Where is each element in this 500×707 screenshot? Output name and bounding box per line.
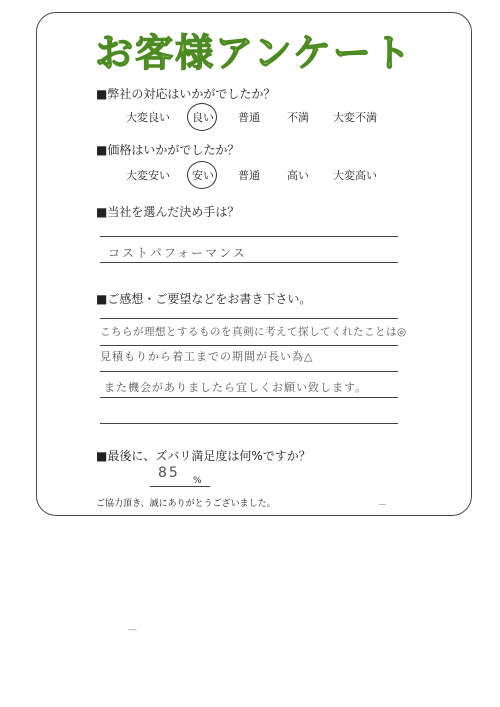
question-service: ■弊社の対応はいかがでしたか？ [96, 87, 276, 101]
comment-line [100, 371, 398, 372]
option-very-expensive[interactable]: 大変高い [333, 169, 377, 182]
question-satisfaction: ■最後に、ズバリ満足度は何%ですか？ [96, 449, 311, 463]
option-very-good[interactable]: 大変良い [126, 111, 170, 124]
handwritten-comment-3: また機会がありましたら宜しくお願い致します。 [104, 381, 368, 394]
option-cheap[interactable]: 安い [192, 169, 214, 182]
option-dissatisfied[interactable]: 不満 [287, 111, 309, 124]
handwritten-comment-1: こちらが理想とするものを真剣に考えて探してくれたことは◎ [100, 326, 407, 338]
option-good[interactable]: 良い [192, 111, 214, 124]
footer-mark: － [378, 501, 388, 511]
option-expensive[interactable]: 高い [287, 169, 309, 182]
option-very-cheap[interactable]: 大変安い [126, 169, 170, 182]
question-comments: ■ご感想・ご要望などをお書き下さい。 [96, 292, 312, 306]
option-very-dissatisfied[interactable]: 大変不満 [333, 111, 377, 124]
question-reason: ■当社を選んだ決め手は？ [96, 205, 240, 219]
answer-line [100, 236, 398, 237]
handwritten-comment-2: 見積もりから着工までの期間が長い為△ [100, 350, 314, 363]
percent-unit: % [193, 476, 202, 486]
thank-you-note: ご協力頂き、誠にありがとうございました。 [96, 499, 276, 509]
survey-title: お客様アンケート [95, 31, 413, 75]
answer-line [100, 262, 398, 263]
comment-line [100, 397, 398, 398]
option-normal-price[interactable]: 普通 [238, 169, 260, 182]
comment-line [100, 345, 398, 346]
handwritten-satisfaction-value: 85 [158, 465, 180, 481]
question-price: ■価格はいかがでしたか？ [96, 143, 240, 157]
option-normal[interactable]: 普通 [238, 111, 260, 124]
handwritten-reason: コストパフォーマンス [108, 246, 247, 260]
comment-line [100, 423, 398, 424]
punch-mark: — [128, 625, 137, 635]
satisfaction-line [150, 486, 210, 487]
comment-line [100, 318, 398, 319]
